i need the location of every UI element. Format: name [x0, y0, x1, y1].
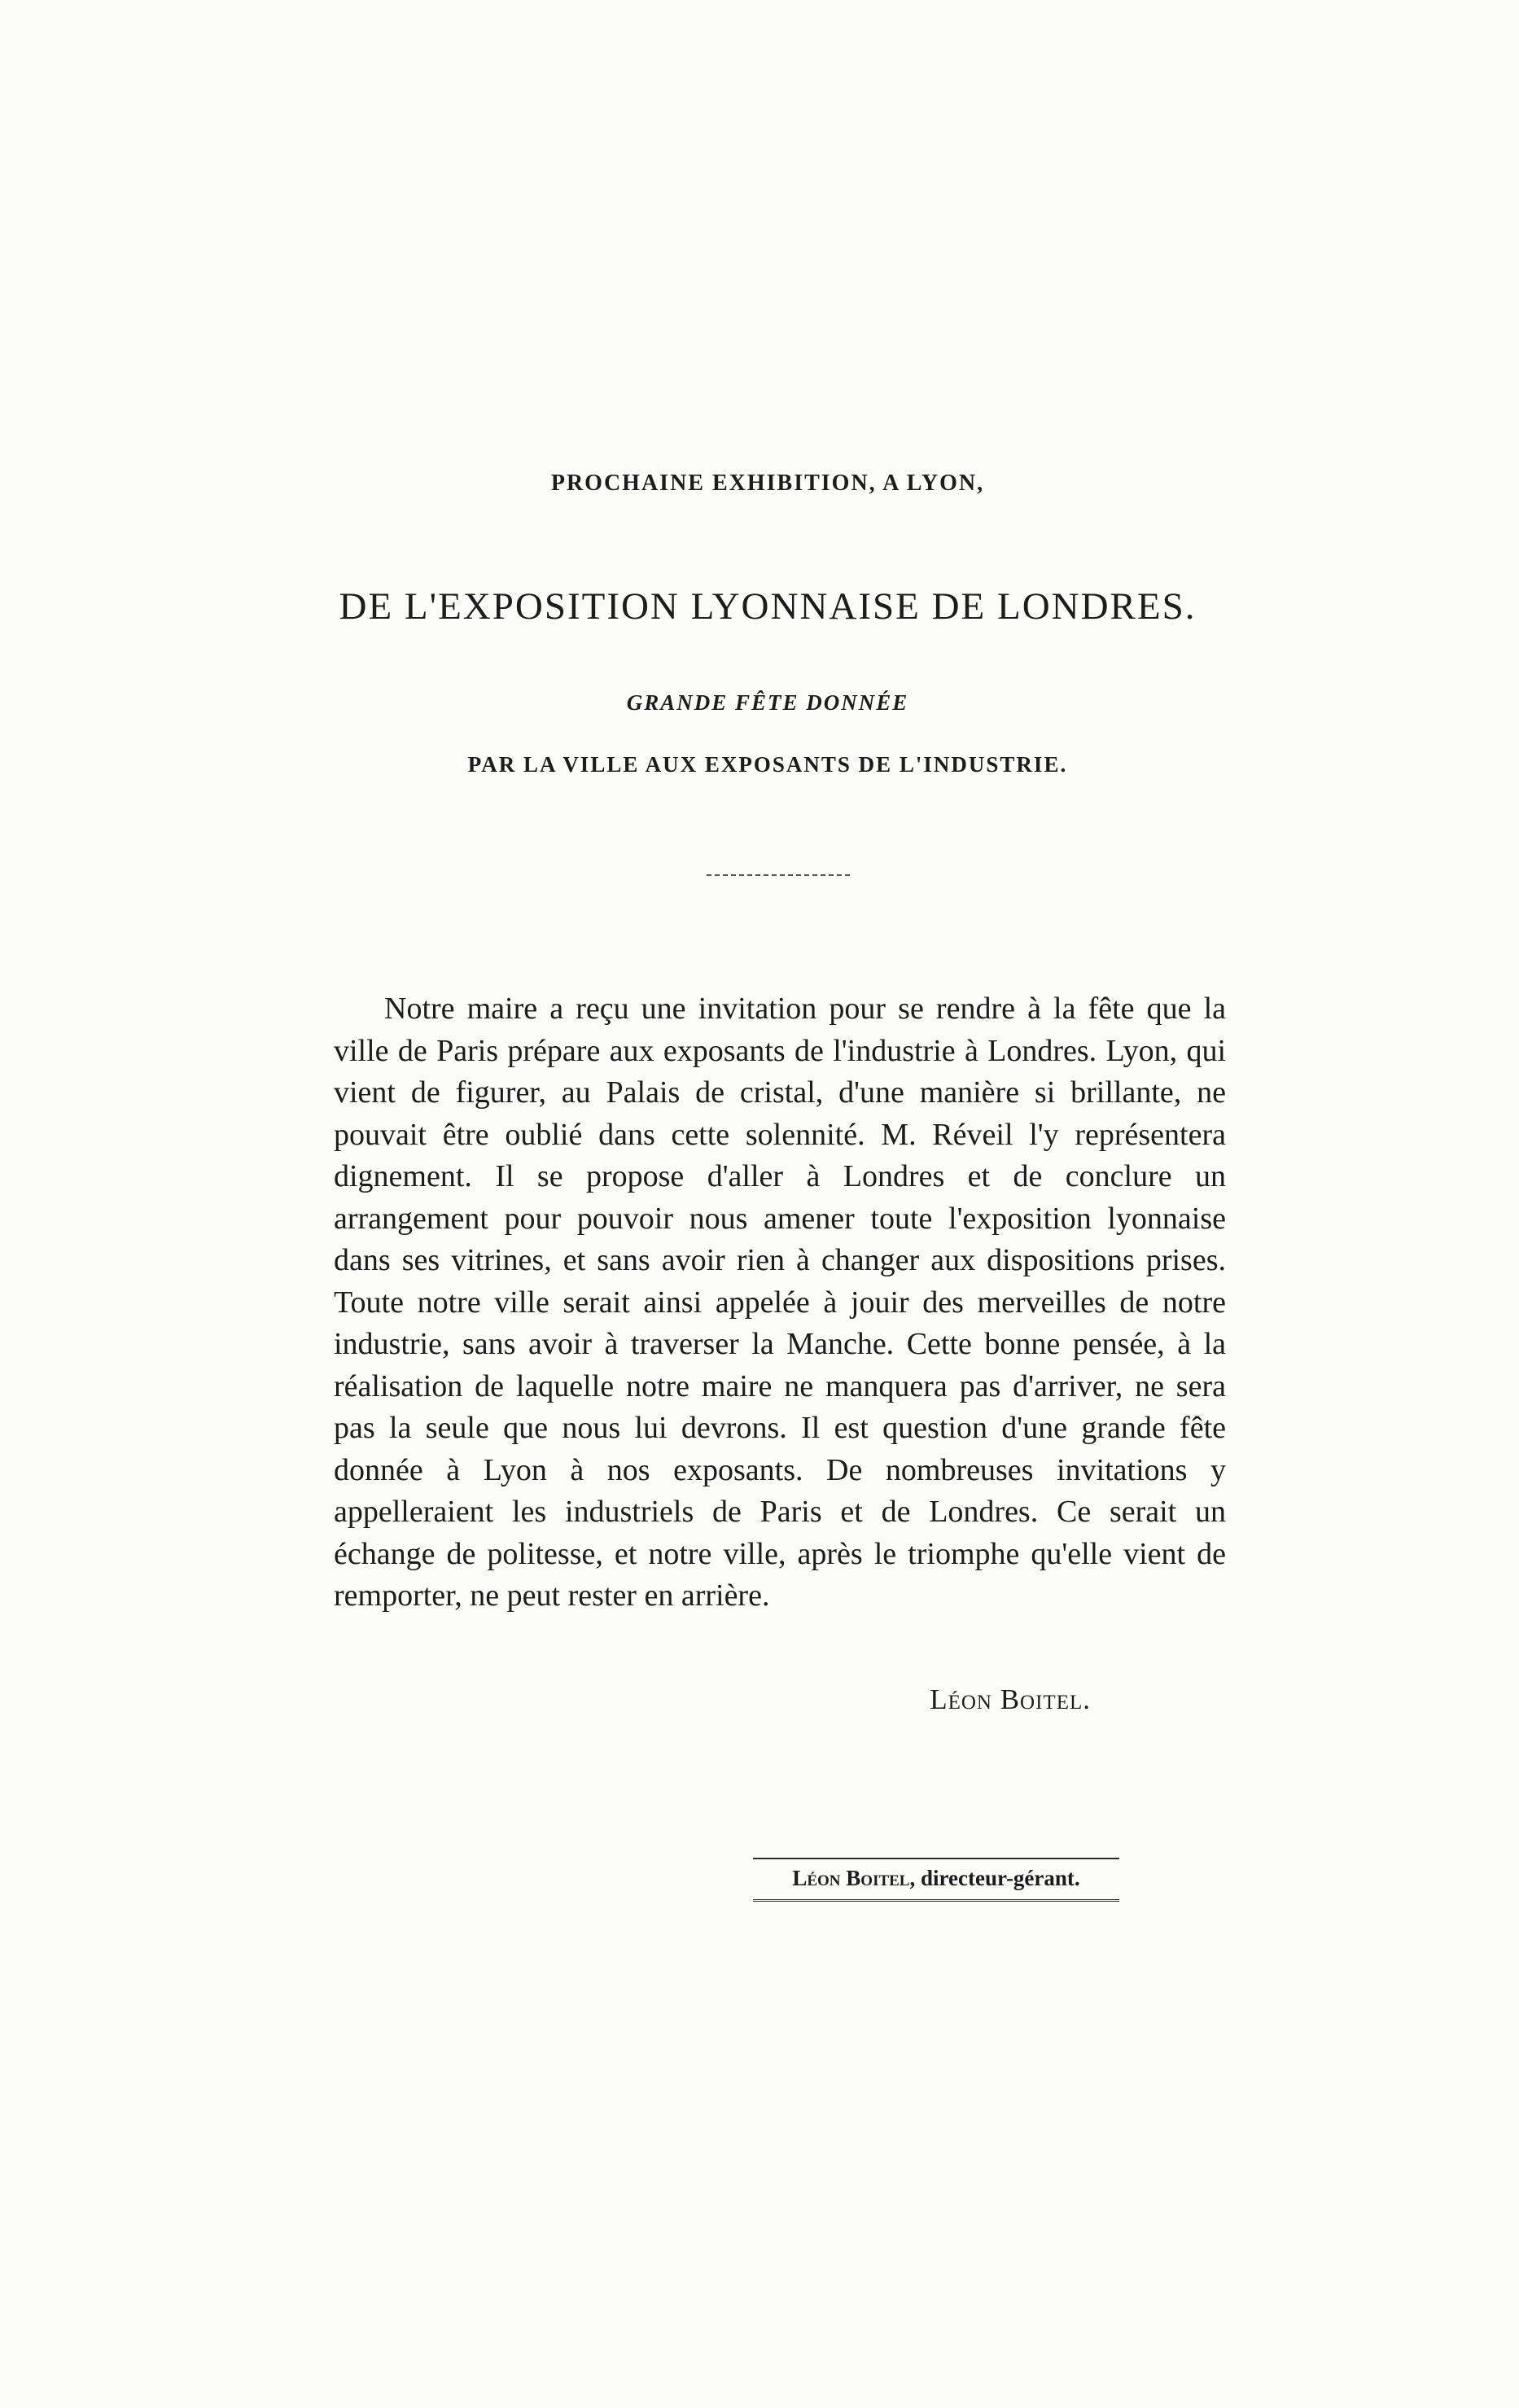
footer-name: Léon Boitel: [792, 1866, 910, 1890]
subtitle-line-2: PAR LA VILLE AUX EXPOSANTS DE L'INDUSTRIE.: [467, 752, 1068, 777]
article-body: [334, 988, 1226, 1618]
heading-line-1: PROCHAINE EXHIBITION, A LYON,: [550, 471, 985, 496]
section-separator: [707, 874, 850, 876]
article-paragraph: Notre maire a reçu une invitation pour se rendre à la fête que la ville de Paris prépare aux exposants de l'industrie à Londres. Lyon, qui vient de figurer, au Palais de cristal, d'une manière si brillante, ne pouvait être oublié dans cette solennité. M. Réveil l'y représentera dignement. Il se propose d'aller à Londres et de conclure un arrangement pour pouvoir nous amener toute l'exposition lyonnaise dans ses vitrines, et sans avoir rien à changer aux dispositions prises. Toute notre ville serait ainsi appelée à jouir des merveilles de notre industrie, sans avoir à traverser la Manche. Cette bonne pensée, à la réalisation de laquelle notre maire ne manquera pas d'arriver, ne sera pas la seule que nous lui devrons. Il est question d'une grande fête donnée à Lyon à nos exposants. De nombreuses invitations y appelleraient les industriels de Paris et de Londres. Ce serait un échange de politesse, et notre ville, après le triomphe qu'elle vient de remporter, ne peut rester en arrière.: [334, 992, 1226, 1613]
footer-imprint: [753, 1858, 1119, 1902]
footer-role: , directeur-gérant.: [909, 1866, 1080, 1890]
subtitle-line-1: GRANDE FÊTE DONNÉE: [626, 690, 909, 715]
main-title: DE L'EXPOSITION LYONNAISE DE LONDRES.: [339, 585, 1197, 628]
article-signature: Léon Boitel.: [930, 1683, 1091, 1715]
